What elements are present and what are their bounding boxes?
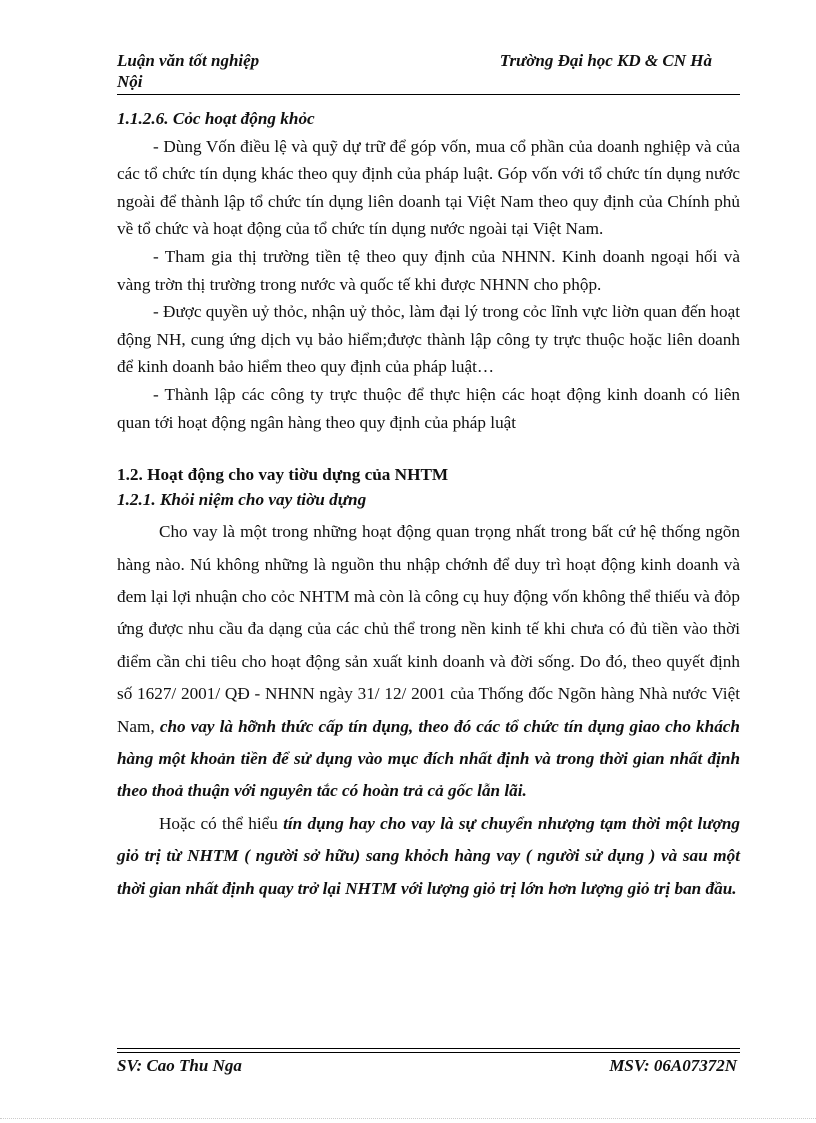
page-edge: [0, 1118, 816, 1119]
section-heading-12: 1.2. Hoạt động cho vay tiờu dựng của NHTM: [117, 465, 449, 485]
paragraph-text: Hoặc có thể hiểu: [159, 813, 284, 833]
header-university: Trường Đại học KD & CN Hà: [499, 51, 712, 70]
bullet-item: - Được quyền uỷ thỏc, nhận uỷ thỏc, làm đại lý trong cỏc lĩnh vực liờn quan đến hoạt động NH, cung ứng dịch vụ bảo hiểm;được thành lập công ty trực thuộc hoặc liên doanh để kinh doanh bảo hiểm theo quy định của pháp luật…: [117, 302, 740, 377]
footer-divider-bottom: [117, 1052, 740, 1053]
page-header: [117, 50, 740, 96]
section-heading-1126: 1.1.2.6. Cỏc hoạt động khỏc: [117, 109, 315, 128]
paragraph-emphasis: cho vay là hỡnh thức cấp tín dụng, theo đó các tổ chức tín dụng giao cho khách hàng một khoản tiền để sử dụng vào mục đích nhất định và trong thời gian nhất định theo thoả thuận với nguyên tắc có hoàn trả cả gốc lẫn lãi.: [117, 716, 740, 801]
paragraph-emphasis: tín dụng hay cho vay là sự chuyển nhượng tạm thời một lượng giỏ trị từ NHTM ( người sở hữu) sang khỏch hàng vay ( người sử dụng ) và sau một thời gian nhất định quay trở lại NHTM với lượng giỏ trị lớn hơn lượng giỏ trị ban đầu.: [117, 813, 740, 898]
bullet-item: - Tham gia thị trường tiền tệ theo quy định của NHNN. Kinh doanh ngoại hối và vàng trờn thị trường trong nước và quốc tế khi được NHNN cho phộp.: [117, 246, 740, 294]
header-left-text: Luận văn tốt nghiệp: [117, 51, 260, 70]
paragraph-definition: [117, 516, 740, 808]
bullet-item: - Thành lập các công ty trực thuộc để thực hiện các hoạt động kinh doanh có liên quan tới hoạt động ngân hàng theo quy định của pháp luật: [117, 384, 740, 432]
subsection-heading-121: 1.2.1. Khỏi niệm cho vay tiờu dựng: [117, 490, 367, 510]
footer-student-id: MSV: 06A07372N: [609, 1056, 737, 1075]
footer-student-name: SV: Cao Thu Nga: [117, 1056, 242, 1075]
document-body: [117, 105, 740, 905]
header-divider: [117, 94, 740, 95]
bullet-item: - Dùng Vốn điều lệ và quỹ dự trữ để góp vốn, mua cổ phần của doanh nghiệp và của các tổ chức tín dụng khác theo quy định của pháp luật. Góp vốn với tổ chức tín dụng nước ngoài để thành lập tổ chức tín dụng liên doanh tại Việt Nam theo quy định của Chính phủ về tổ chức và hoạt động của tổ chức tín dụng nước ngoài tại Việt Nam.: [117, 136, 740, 239]
header-thesis-label: [117, 50, 317, 92]
header-left-text-line2: Nội: [117, 72, 143, 91]
paragraph-alternative: [117, 808, 740, 905]
footer-divider-top: [117, 1048, 740, 1049]
paragraph-text: Cho vay là một trong những hoạt động quan trọng nhất trong bất cứ hệ thống ngõn hàng nào. Nú không những là nguồn thu nhập chớnh để duy trì hoạt động kinh doanh và đem lại lợi nhuận cho cỏc NHTM mà còn là công cụ huy động vốn không thể thiếu và đỏp ứng được nhu cầu đa dạng của các chủ thể trong nền kinh tế khi chưa có đủ tiền vào thời điểm cần chi tiêu cho hoạt động sản xuất kinh doanh và đời sống. Do đó, theo quyết định số 1627/ 2001/ QĐ - NHNN ngày 31/ 12/ 2001 của Thống đốc Ngõn hàng Nhà nước Việt Nam,: [117, 522, 740, 736]
